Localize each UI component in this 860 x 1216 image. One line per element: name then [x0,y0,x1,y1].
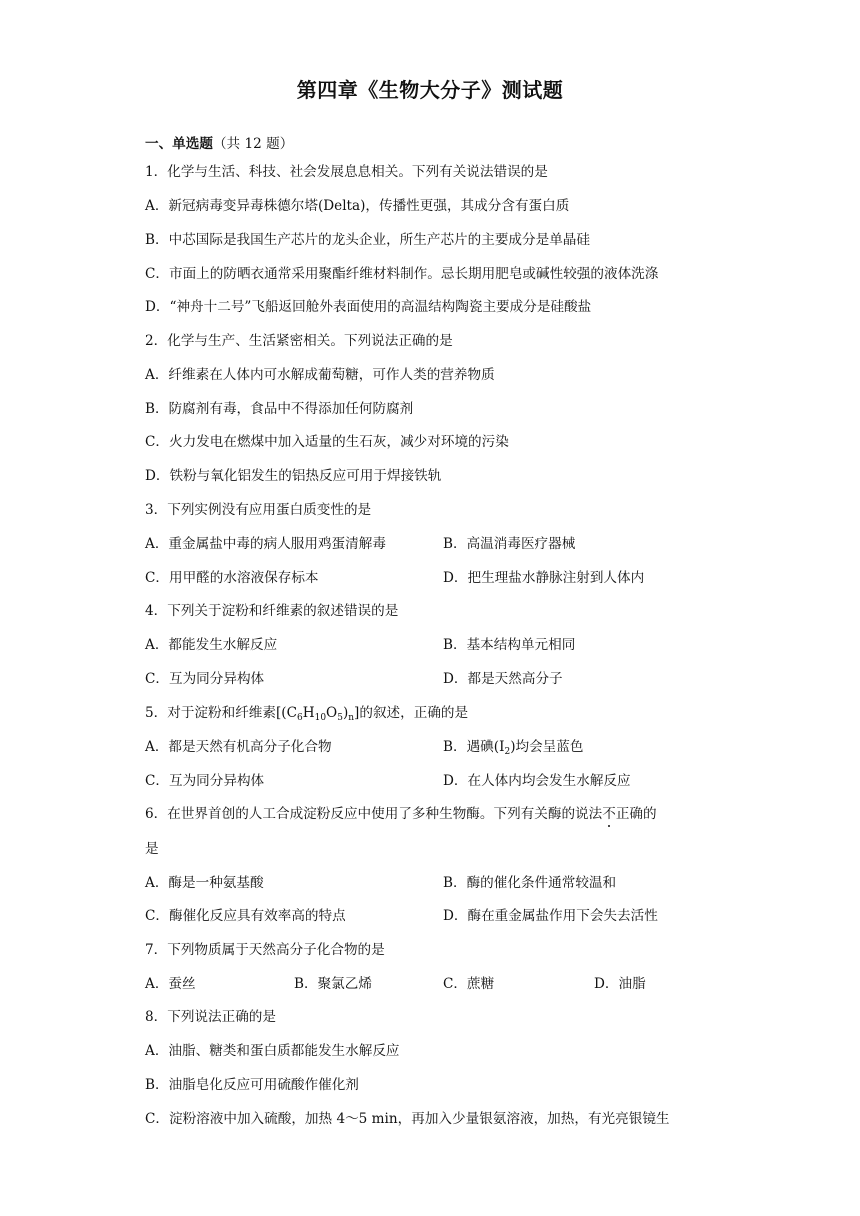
question-3-option-b: B．高温消毒医疗器械 [443,536,576,552]
q5-b-pre: B．遇碘(I [443,739,505,755]
question-7-stem: 7．下列物质属于天然高分子化合物的是 [145,942,385,958]
question-2-option-c: C．火力发电在燃煤中加入适量的生石灰，减少对环境的污染 [145,434,509,450]
question-4-stem: 4．下列关于淀粉和纤维素的叙述错误的是 [145,603,399,619]
question-5-option-c: C．互为同分异构体 [145,773,265,789]
q5-sub-1: 6 [297,713,303,723]
question-5-option-a: A．都是天然有机高分子化合物 [145,739,332,755]
question-2-option-d: D．铁粉与氧化铝发生的铝热反应可用于焊接铁轨 [145,468,442,484]
question-6-option-b: B．酶的催化条件通常较温和 [443,875,617,891]
question-7-option-b: B．聚氯乙烯 [294,976,372,992]
q5-mid-2: O [326,705,338,721]
page-title: 第四章《生物大分子》测试题 [296,78,564,102]
question-4-option-c: C．互为同分异构体 [145,671,265,687]
section-heading [145,135,293,153]
question-6-option-d: D．酶在重金属盐作用下会失去活性 [443,908,658,924]
q6-stem-post: 正确的 [615,806,657,822]
question-3-option-a: A．重金属盐中毒的病人服用鸡蛋清解毒 [145,536,386,552]
question-1-stem: 1．化学与生活、科技、社会发展息息相关。下列有关说法错误的是 [145,164,548,180]
question-7-option-c: C．蔗糖 [443,976,495,992]
question-4-option-d: D．都是天然高分子 [443,671,563,687]
question-8-stem: 8．下列说法正确的是 [145,1009,276,1025]
question-6-stem-cont: 是 [145,841,159,857]
question-2-option-a: A．纤维素在人体内可水解成葡萄糖，可作人类的营养物质 [145,367,495,383]
question-1-option-d: D．“神舟十二号”飞船返回舱外表面使用的高温结构陶瓷主要成分是硅酸盐 [145,299,592,315]
q5-sub-2: 10 [314,713,327,723]
question-1-option-c: C．市面上的防晒衣通常采用聚酯纤维材料制作。忌长期用肥皂或碱性较强的液体洗涤 [145,266,659,282]
q5-b-sub: 2 [504,747,511,757]
question-2-stem: 2．化学与生产、生活紧密相关。下列说法正确的是 [145,333,453,349]
question-8-option-b: B．油脂皂化反应可用硫酸作催化剂 [145,1077,359,1093]
q5-mid-3: ) [342,705,349,721]
question-7-option-a: A．蚕丝 [145,976,196,992]
q5-mid-1: H [302,705,315,721]
question-8-option-c: C．淀粉溶液中加入硫酸，加热 4～5 min，再加入少量银氨溶液，加热，有光亮银镜生 [145,1111,670,1127]
q5-stem-post: ]的叙述，正确的是 [354,705,469,721]
question-6-option-a: A．酶是一种氨基酸 [145,875,264,891]
question-4-option-a: A．都能发生水解反应 [145,637,278,653]
question-5-option-d: D．在人体内均会发生水解反应 [443,773,631,789]
question-5-stem [145,704,468,722]
section-count: （共 12 题） [212,136,294,152]
section-label: 一、单选题 [145,136,213,152]
q6-stem-emphasis: 不 [602,806,616,822]
question-6-stem [145,805,657,823]
question-4-option-b: B．基本结构单元相同 [443,637,576,653]
q6-stem-pre: 6．在世界首创的人工合成淀粉反应中使用了多种生物酶。下列有关酶的说法 [145,806,603,822]
q5-b-post: )均会呈蓝色 [510,739,584,755]
question-6-option-c: C．酶催化反应具有效率高的特点 [145,908,346,924]
q5-sub-4: n [348,713,355,723]
question-8-option-a: A．油脂、糖类和蛋白质都能发生水解反应 [145,1043,400,1059]
question-1-option-b: B．中芯国际是我国生产芯片的龙头企业，所生产芯片的主要成分是单晶硅 [145,232,590,248]
question-5-option-b [443,738,583,756]
question-3-option-d: D．把生理盐水静脉注射到人体内 [443,570,645,586]
question-3-option-c: C．用甲醛的水溶液保存标本 [145,570,319,586]
q5-stem-pre: 5．对于淀粉和纤维素[(C [145,705,297,721]
question-1-option-a: A．新冠病毒变异毒株德尔塔(Delta)，传播性更强，其成分含有蛋白质 [145,198,570,214]
question-7-option-d: D．油脂 [594,976,646,992]
question-3-stem: 3．下列实例没有应用蛋白质变性的是 [145,502,372,518]
q5-sub-3: 5 [337,713,343,723]
question-2-option-b: B．防腐剂有毒，食品中不得添加任何防腐剂 [145,401,414,417]
